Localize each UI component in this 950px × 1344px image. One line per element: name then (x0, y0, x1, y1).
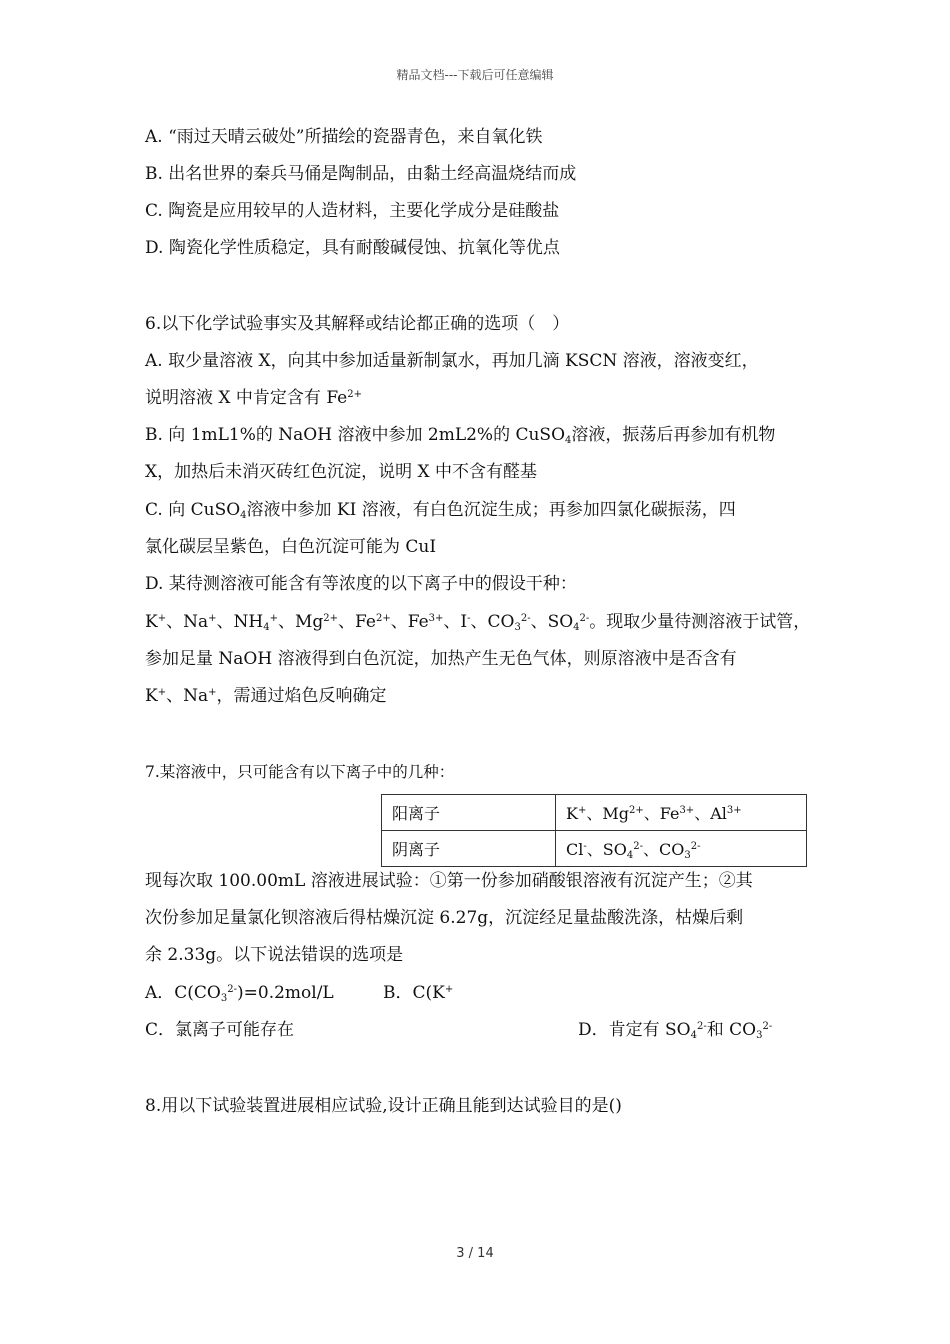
q6-option-c-line1: C. 向 CuSO$_4$溶液中参加 KI 溶液，有白色沉淀生成；再参加四氯化碳振荡，四 (145, 500, 736, 521)
page-number: 3 / 14 (456, 1246, 494, 1261)
cation-label: 阳离子 (382, 795, 556, 831)
ion-table (381, 794, 807, 867)
q7-paragraph-line3: 余 2.33g。以下说法错误的选项是 (145, 945, 404, 965)
q8-stem: 8.用以下试验装置进展相应试验,设计正确且能到达试验目的是() (145, 1096, 622, 1116)
table-row (382, 795, 807, 831)
q7-stem: 7.某溶液中，只可能含有以下离子中的几种： (145, 763, 455, 781)
q7-option-b: B．C(K+ (383, 983, 454, 1003)
q5-option-d: D. 陶瓷化学性质稳定，具有耐酸碱侵蚀、抗氧化等优点 (145, 238, 560, 258)
q7-paragraph-line1: 现每次取 100.00mL 溶液进展试验：①第一份参加硝酸银溶液有沉淀产生；②其 (145, 871, 753, 891)
q7-option-c: C．氯离子可能存在 (145, 1020, 295, 1040)
q6-stem: 6.以下化学试验事实及其解释或结论都正确的选项（ ） (145, 314, 570, 334)
q7-option-a: A．$C(CO_3^{2-})=0.2mol/L$ (145, 983, 334, 1004)
q6-option-d-line1: D. 某待测溶液可能含有等浓度的以下离子中的假设干种： (145, 574, 577, 594)
q5-option-b: B. 出名世界的秦兵马俑是陶制品，由黏土经高温烧结而成 (145, 164, 577, 184)
q6-option-d-line3: 参加足量 NaOH 溶液得到白色沉淀，加热产生无色气体，则原溶液中是否含有 (145, 649, 737, 669)
q7-paragraph-line2: 次份参加足量氯化钡溶液后得枯燥沉淀 6.27g，沉淀经足量盐酸洗涤，枯燥后剩 (145, 908, 744, 928)
q6-option-a-line2: 说明溶液 X 中肯定含有 $Fe^{2+}$ (145, 388, 362, 408)
cation-values: K+、$Mg^{2+}$、$Fe^{3+}$、$Al^{3+}$ (556, 795, 807, 831)
q6-option-c-line2: 氯化碳层呈紫色，白色沉淀可能为 CuI (145, 537, 437, 557)
anion-values: Cl-、$SO_4^{2-}$、$CO_3^{2-}$ (556, 831, 807, 867)
page-header: 精品文档---下载后可任意编辑 (396, 68, 554, 82)
q6-option-d-line4: K+、Na+，需通过焰色反响确定 (145, 686, 387, 706)
q5-option-c: C. 陶瓷是应用较早的人造材料，主要化学成分是硅酸盐 (145, 201, 560, 221)
q6-option-a-line1: A. 取少量溶液 X，向其中参加适量新制氯水，再加几滴 KSCN 溶液，溶液变红， (145, 351, 759, 371)
q6-option-b-line1: B. 向 1mL1%的 NaOH 溶液中参加 2mL2%的 CuSO$_4$溶液，振荡后再参加有机物 (145, 425, 776, 446)
anion-label: 阴离子 (382, 831, 556, 867)
q5-option-a: A. “雨过天晴云破处”所描绘的瓷器青色，来自氧化铁 (145, 127, 543, 147)
q6-option-d-line2: K+、Na+、$NH_4^+$、$Mg^{2+}$、$Fe^{2+}$、$Fe^{3+}$、I-、$CO_3^{2-}$、$SO_4^{2-}$。现取少量待测溶液于试管， (145, 612, 811, 633)
table-row (382, 831, 807, 867)
q6-option-b-line2: X，加热后未消灭砖红色沉淀，说明 X 中不含有醛基 (145, 462, 538, 482)
q7-option-d: D．肯定有 $SO_4^{2-}$和 $CO_3^{2-}$ (578, 1020, 773, 1041)
